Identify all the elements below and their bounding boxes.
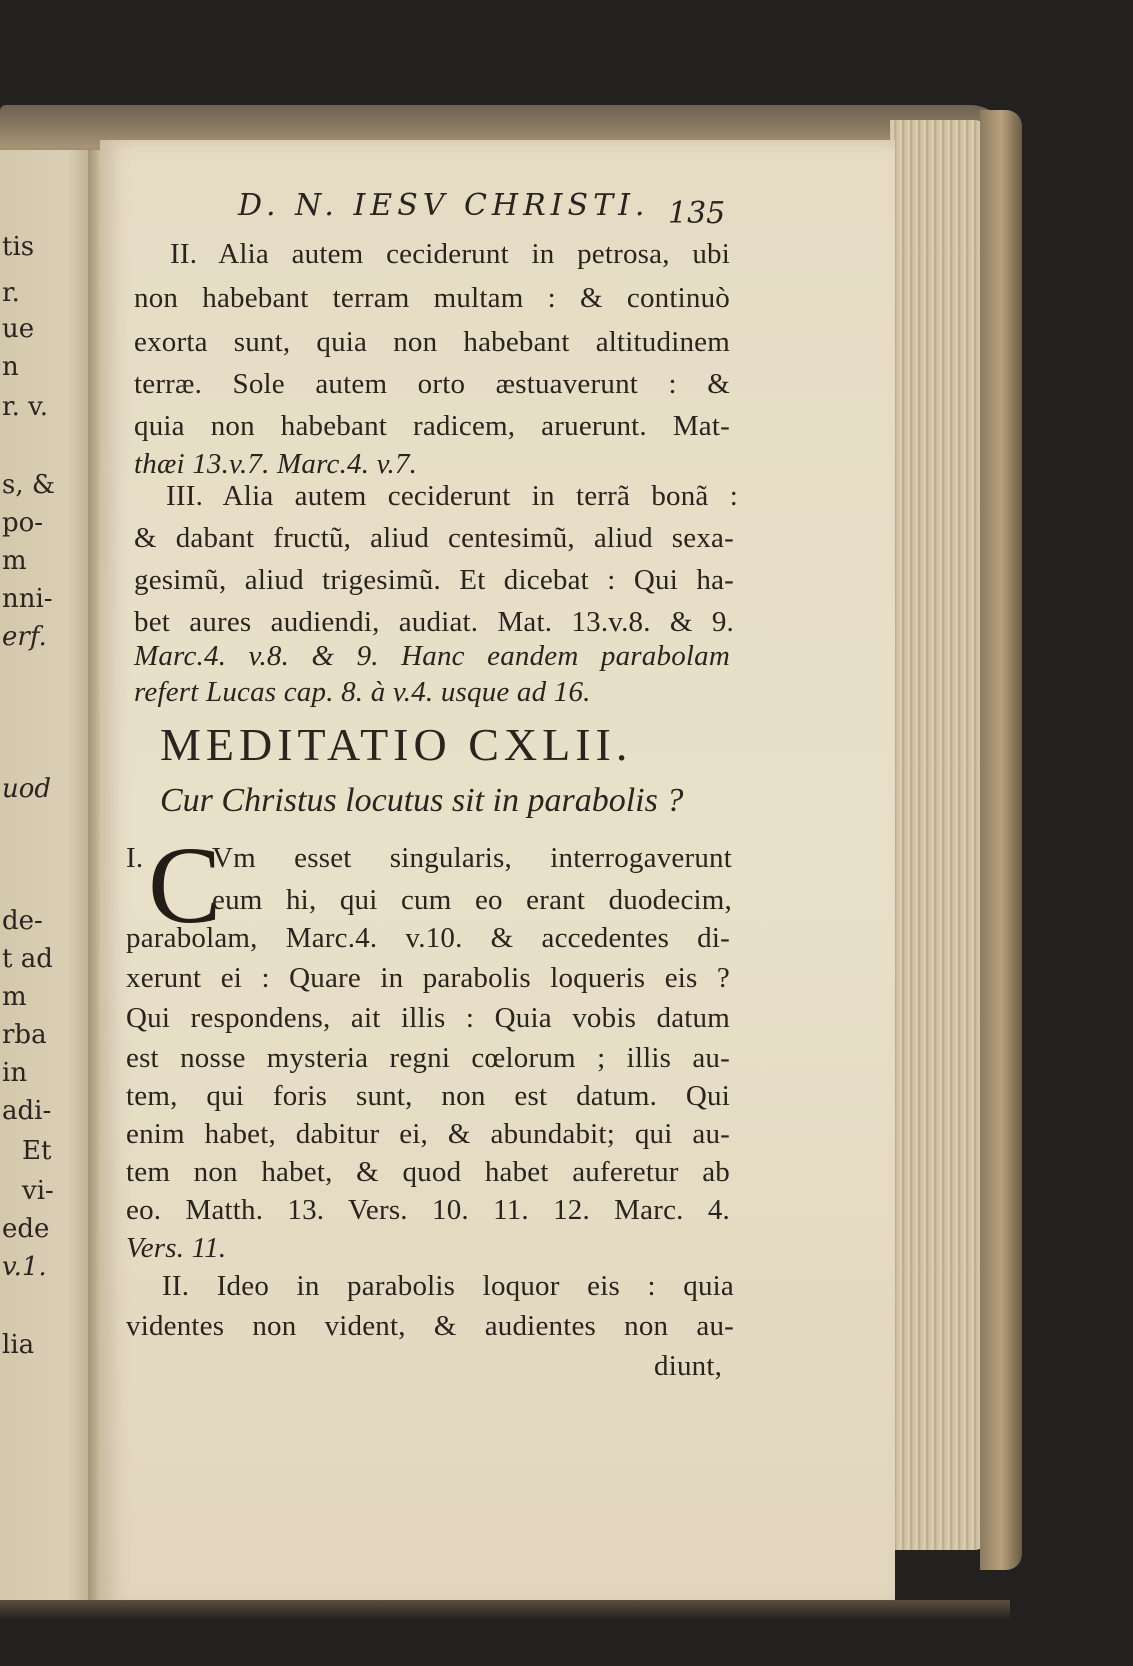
left-line-fragment: n (2, 352, 19, 382)
drop-capital: C (148, 824, 222, 946)
left-line-fragment: ede (2, 1214, 50, 1244)
left-line-fragment: s, & (2, 470, 56, 500)
text-line: est nosse mysteria regni cœlorum ; illis au- (126, 1042, 730, 1074)
left-line-fragment: Et (22, 1136, 52, 1166)
left-line-fragment: nni- (2, 584, 53, 614)
paragraph-label: I. (126, 842, 144, 874)
text-line: II. Alia autem ceciderunt in petrosa, ubi (170, 238, 730, 270)
left-line-fragment: in (2, 1058, 28, 1088)
text-line: bet aures audiendi, audiat. Mat. 13.v.8. & 9. (134, 606, 734, 638)
text-line: Qui respondens, ait illis : Quia vobis datum (126, 1002, 730, 1034)
text-line: enim habet, dabitur ei, & abundabit; qui au- (126, 1118, 730, 1150)
page-number: 135 (668, 196, 726, 231)
text-line: Vers. 11. (126, 1232, 227, 1264)
text-line: terræ. Sole autem orto æstuaverunt : & (134, 368, 730, 400)
left-line-fragment: r. v. (2, 392, 48, 422)
text-line: quia non habebant radicem, aruerunt. Mat- (134, 410, 730, 442)
left-line-fragment: m (2, 982, 27, 1012)
text-line: gesimũ, aliud trigesimũ. Et dicebat : Qui ha- (134, 564, 734, 596)
text-line: thæi 13.v.7. Marc.4. v.7. (134, 448, 418, 480)
left-line-fragment: erf. (2, 622, 47, 652)
text-line: xerunt ei : Quare in parabolis loqueris eis ? (126, 962, 730, 994)
text-line: parabolam, Marc.4. v.10. & accedentes di- (126, 922, 730, 954)
text-line: videntes non vident, & audientes non au- (126, 1310, 734, 1342)
meditation-subheading: Cur Christus locutus sit in parabolis ? (160, 782, 684, 819)
catchword: diunt, (654, 1350, 723, 1382)
left-line-fragment: rba (2, 1020, 47, 1050)
left-line-fragment: uod (2, 774, 52, 804)
text-line: eum hi, qui cum eo erant duodecim, (212, 884, 732, 916)
text-line: Marc.4. v.8. & 9. Hanc eandem parabolam (134, 640, 730, 672)
left-line-fragment: po- (2, 508, 44, 538)
left-line-fragment: m (2, 546, 27, 576)
left-line-fragment: de- (2, 906, 43, 936)
text-line: non habebant terram multam : & continuò (134, 282, 730, 314)
left-line-fragment: adi- (2, 1096, 52, 1126)
left-line-fragment: ue (2, 314, 35, 344)
running-head: D. N. IESV CHRISTI. (238, 188, 650, 223)
text-line: & dabant fructũ, aliud centesimũ, aliud sexa- (134, 522, 734, 554)
page-edges (890, 120, 985, 1550)
left-line-fragment: t ad (2, 944, 53, 974)
left-line-fragment: lia (2, 1330, 35, 1360)
text-line: Vm esset singularis, interrogaverunt (212, 842, 732, 874)
left-line-fragment: v.1. (2, 1252, 47, 1282)
text-line: exorta sunt, quia non habebant altitudinem (134, 326, 730, 358)
text-line: eo. Matth. 13. Vers. 10. 11. 12. Marc. 4. (126, 1194, 730, 1226)
text-line: tem non habet, & quod habet auferetur ab (126, 1156, 730, 1188)
left-line-fragment: tis (2, 232, 35, 262)
book-cover-edge (980, 110, 1022, 1570)
text-line: tem, qui foris sunt, non est datum. Qui (126, 1080, 730, 1112)
text-line: refert Lucas cap. 8. à v.4. usque ad 16. (134, 676, 591, 708)
left-line-fragment: r. (2, 278, 20, 308)
left-line-fragment: vi- (22, 1176, 54, 1206)
text-line: II. Ideo in parabolis loquor eis : quia (162, 1270, 734, 1302)
book-bottom-shadow (0, 1600, 1010, 1620)
meditation-heading: MEDITATIO CXLII. (160, 719, 633, 770)
text-line: III. Alia autem ceciderunt in terrã bonã : (166, 480, 738, 512)
